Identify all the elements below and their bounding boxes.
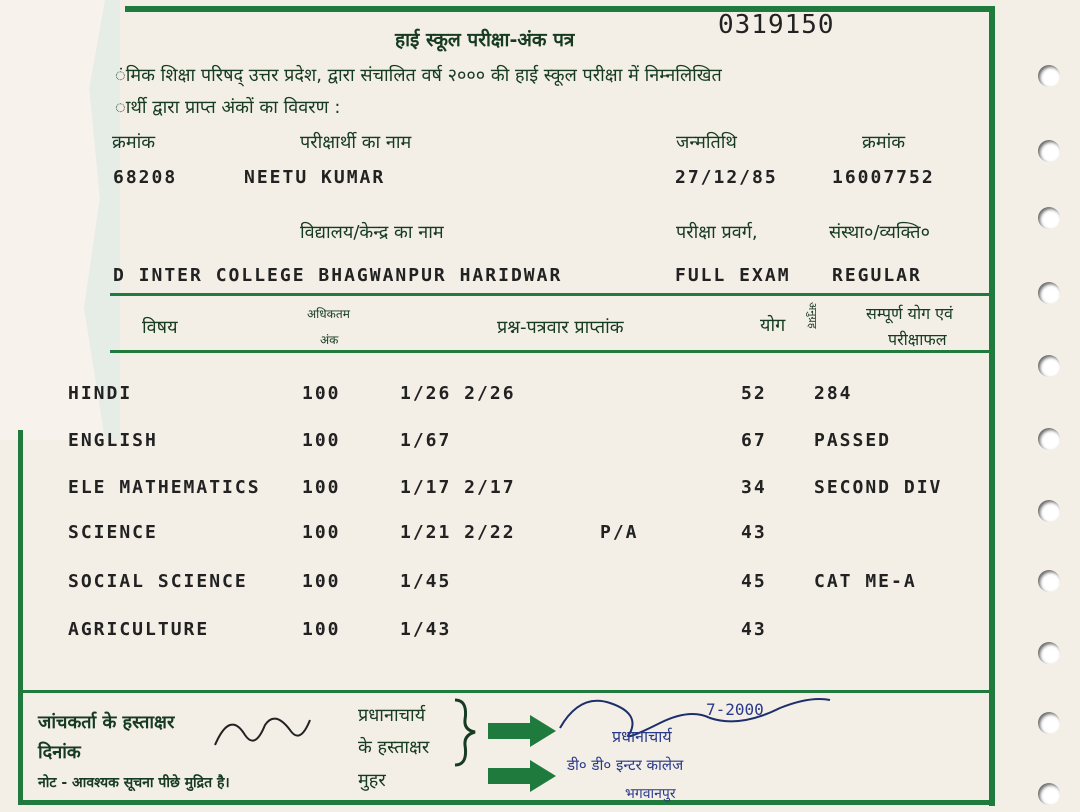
feed-hole [1038, 207, 1060, 229]
cell-result: SECOND DIV [814, 477, 943, 498]
arrow-icon [488, 760, 558, 792]
category-label: परीक्षा प्रवर्ग, [676, 222, 758, 243]
table-header-rule [110, 350, 992, 353]
arrow-icon [488, 715, 558, 747]
cell-subject: ENGLISH [68, 430, 158, 451]
frame-right [989, 6, 995, 806]
stamp-line-1: प्रधानाचार्य [612, 727, 672, 746]
school-label: विद्यालय/केन्द्र का नाम [300, 222, 444, 243]
serial-label: क्रमांक [862, 132, 906, 153]
intro-line-2: ार्थी द्वारा प्राप्त अंकों का विवरण : [115, 97, 341, 118]
type-value: REGULAR [832, 265, 922, 286]
principal-label-2: के हस्ताक्षर [358, 737, 430, 758]
checker-sign-label: जांचकर्ता के हस्ताक्षर [38, 712, 175, 733]
feed-hole [1038, 570, 1060, 592]
type-label: संस्था०/व्यक्ति० [829, 222, 930, 243]
document-title: हाई स्कूल परीक्षा-अंक पत्र [395, 29, 575, 51]
feed-hole [1038, 642, 1060, 664]
max-header-2: अंक [320, 333, 339, 347]
cell-subject: AGRICULTURE [68, 619, 210, 640]
feed-hole [1038, 428, 1060, 450]
cell-max: 100 [302, 477, 341, 498]
dob-label: जन्मतिथि [676, 132, 737, 153]
frame-left [18, 430, 23, 802]
feed-hole [1038, 783, 1060, 805]
subject-header: विषय [142, 317, 178, 338]
note-text: नोट - आवश्यक सूचना पीछे मुद्रित है। [38, 775, 230, 791]
cell-subject: SOCIAL SCIENCE [68, 571, 248, 592]
feed-hole [1038, 500, 1060, 522]
cell-max: 100 [302, 522, 341, 543]
cell-total: 52 [741, 383, 767, 404]
cell-result: PASSED [814, 430, 892, 451]
cell-papers: 1/45 [400, 571, 452, 592]
roll-value: 68208 [113, 167, 178, 188]
cell-papers: 1/67 [400, 430, 452, 451]
total-header: योग [760, 315, 786, 336]
name-label: परीक्षार्थी का नाम [300, 132, 412, 153]
name-value: NEETU KUMAR [244, 167, 386, 188]
principal-signature [550, 688, 840, 748]
cell-max: 100 [302, 383, 341, 404]
stamp-line-2: डी० डी० इन्टर कालेज [567, 756, 684, 774]
frame-bottom [18, 800, 995, 805]
cell-result: 284 [814, 383, 853, 404]
feed-hole [1038, 140, 1060, 162]
roll-label: क्रमांक [112, 132, 156, 153]
cell-total: 43 [741, 522, 767, 543]
cell-total: 45 [741, 571, 767, 592]
feed-hole [1038, 282, 1060, 304]
brace-icon [450, 695, 480, 770]
torn-paper-edge [0, 0, 105, 440]
sign-date: 7-2000 [706, 700, 764, 719]
table-top-rule [110, 293, 992, 296]
school-value: D INTER COLLEGE BHAGWANPUR HARIDWAR [113, 265, 563, 286]
papers-header: प्रश्न-पत्रवार प्राप्तांक [497, 317, 624, 338]
max-header-1: अधिकतम [307, 307, 350, 321]
result-header-1: सम्पूर्ण योग एवं [866, 304, 953, 323]
dob-value: 27/12/85 [675, 167, 778, 188]
cell-papers: 1/43 [400, 619, 452, 640]
feed-hole [1038, 65, 1060, 87]
category-value: FULL EXAM [675, 265, 791, 286]
result-header-2: परीक्षाफल [888, 330, 947, 349]
cell-result: CAT ME-A [814, 571, 917, 592]
cell-extra: P/A [600, 522, 639, 543]
serial-number: 0319150 [718, 10, 835, 40]
cell-papers: 1/26 2/26 [400, 383, 516, 404]
cell-max: 100 [302, 430, 341, 451]
cell-total: 43 [741, 619, 767, 640]
feed-hole [1038, 712, 1060, 734]
cell-papers: 1/17 2/17 [400, 477, 516, 498]
serial-value: 16007752 [832, 167, 935, 188]
grace-header: अनुग्रह [806, 302, 819, 329]
cell-total: 34 [741, 477, 767, 498]
feed-holes [1030, 0, 1070, 812]
frame-top [125, 6, 993, 12]
cell-max: 100 [302, 619, 341, 640]
stamp-line-3: भगवानपुर [625, 786, 676, 802]
cell-subject: SCIENCE [68, 522, 158, 543]
intro-line-1: ंमिक शिक्षा परिषद् उत्तर प्रदेश, द्वारा संचालित वर्ष २००० की हाई स्कूल परीक्षा में निम्नलिखित [115, 65, 722, 86]
footer-rule [18, 690, 995, 693]
cell-max: 100 [302, 571, 341, 592]
feed-hole [1038, 355, 1060, 377]
date-label: दिनांक [38, 742, 81, 763]
cell-subject: ELE MATHEMATICS [68, 477, 261, 498]
cell-total: 67 [741, 430, 767, 451]
cell-papers: 1/21 2/22 [400, 522, 516, 543]
principal-label-1: प्रधानाचार्य [358, 705, 426, 726]
seal-label: मुहर [358, 770, 386, 791]
cell-subject: HINDI [68, 383, 133, 404]
checker-signature [210, 705, 320, 755]
